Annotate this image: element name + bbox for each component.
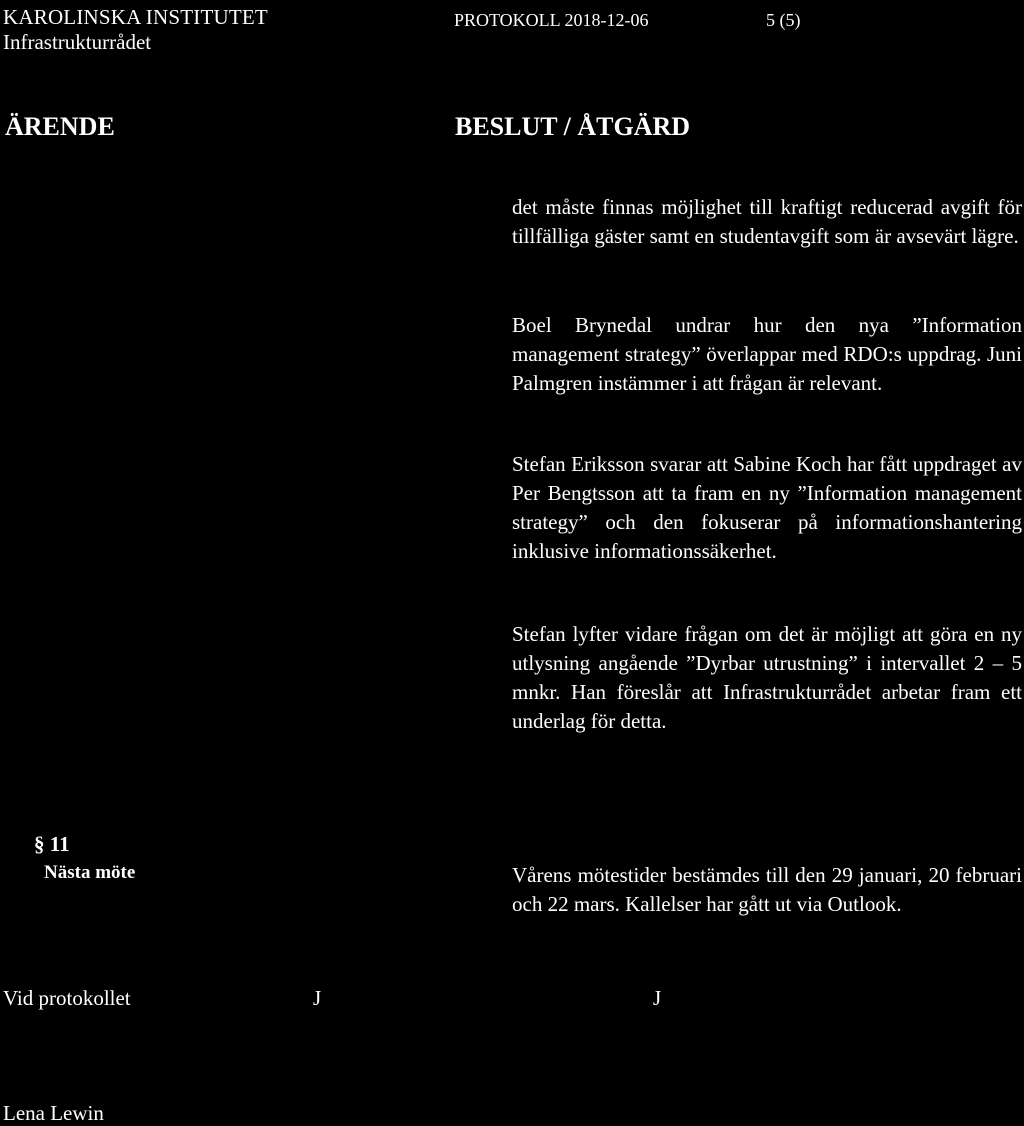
paragraph-meeting-dates: Vårens mötestider bestämdes till den 29 januari, 20 februari och 22 mars. Kallelser har gått ut via Outlook.: [512, 863, 1022, 916]
signatory-name: Lena Lewin: [3, 1101, 104, 1125]
column-heading-decision: BESLUT / ÅTGÄRD: [455, 112, 691, 141]
paragraph-fee: det måste finnas möjlighet till kraftigt reducerad avgift för tillfälliga gäster samt en studentavgift som är avsevärt lägre.: [512, 195, 1022, 248]
column-heading-matter: ÄRENDE: [5, 112, 115, 141]
paragraph-strategy-answer: Stefan Eriksson svarar att Sabine Koch har fått uppdraget av Per Bengtsson att ta fram en ny ”Information management strategy” och den fokuserar på informationshantering inklusive informationssäkerhet.: [512, 452, 1022, 563]
section-number: § 11: [34, 832, 70, 856]
paragraph-strategy-question: Boel Brynedal undrar hur den nya ”Information management strategy” överlappar med RDO:s uppdrag. Juni Palmgren instämmer i att frågan är relevant.: [512, 313, 1022, 395]
organization-name: KAROLINSKA INSTITUTET: [3, 5, 268, 29]
section-title: Nästa möte: [44, 862, 136, 883]
signature-mark: J: [653, 986, 662, 1010]
page-number: 5 (5): [766, 10, 801, 30]
department-name: Infrastrukturrådet: [3, 30, 152, 54]
signature-mark: J: [313, 986, 322, 1010]
protocol-date: PROTOKOLL 2018-12-06: [454, 10, 649, 30]
signature-label: Vid protokollet: [3, 986, 131, 1010]
paragraph-equipment-call: Stefan lyfter vidare frågan om det är möjligt att göra en ny utlysning angående ”Dyrbar utrustning” i intervallet 2 – 5 mnkr. Han föreslår att Infrastrukturrådet arbetar fram ett underlag för detta.: [512, 622, 1022, 733]
